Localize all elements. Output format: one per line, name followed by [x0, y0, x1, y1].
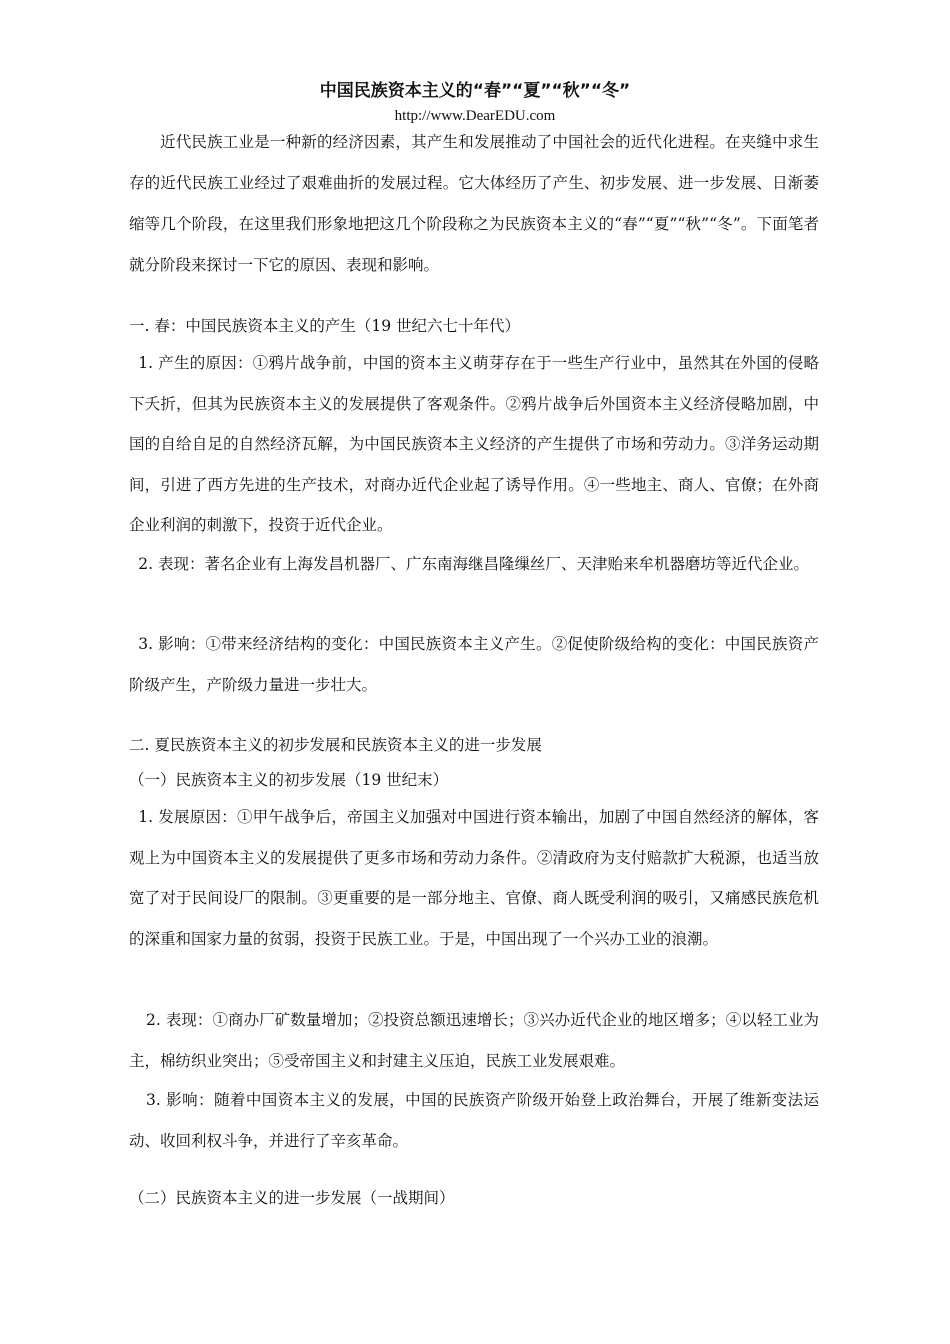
source-url: http://www.DearEDU.com: [394, 108, 556, 124]
section-2-impact: 3. 影响：随着中国资本主义的发展，中国的民族资产阶级开始登上政治舞台，开展了维新变法运动、收回利权斗争，并进行了辛亥革命。: [129, 1091, 819, 1150]
section-2-subheading-1: （一）民族资本主义的初步发展（19 世纪末）: [129, 771, 449, 789]
section-2-manifestation: 2. 表现：①商办厂矿数量增加；②投资总额迅速增长；③兴办近代企业的地区增多；④以轻工业为主，棉纺织业突出；⑤受帝国主义和封建主义压迫，民族工业发展艰难。: [129, 1011, 819, 1070]
section-2-causes: 1. 发展原因：①甲午战争后，帝国主义加强对中国进行资本输出，加剧了中国自然经济的解体，客观上为中国资本主义的发展提供了更多市场和劳动力条件。②清政府为支付赔款扩大税源，也适当放宽了对于民间设厂的限制。③更重要的是一部分地主、官僚、商人既受利润的吸引，又痛感民族危机的深重和国家力量的贫弱，投资于民族工业。于是，中国出现了一个兴办工业的浪潮。: [129, 808, 820, 948]
section-1-causes: 1. 产生的原因：①鸦片战争前，中国的资本主义萌芽存在于一些生产行业中，虽然其在外国的侵略下夭折，但其为民族资本主义的发展提供了客观条件。②鸦片战争后外国资本主义经济侵略加剧，中国的自给自足的自然经济瓦解，为中国民族资本主义经济的产生提供了市场和劳动力。③洋务运动期间，引进了西方先进的生产技术，对商办近代企业起了诱导作用。④一些地主、商人、官僚；在外商企业利润的刺激下，投资于近代企业。: [129, 354, 820, 534]
section-1-heading: 一. 春：中国民族资本主义的产生（19 世纪六七十年代）: [129, 317, 521, 335]
section-1-manifestation: 2. 表现：著名企业有上海发昌机器厂、广东南海继昌隆缫丝厂、天津贻来牟机器磨坊等近代企业。: [138, 555, 810, 573]
section-2-subheading-2: （二）民族资本主义的进一步发展（一战期间）: [129, 1189, 455, 1207]
document-title: 中国民族资本主义的“春”“夏”“秋”“冬”: [319, 81, 631, 101]
section-1-impact: 3. 影响：①带来经济结构的变化：中国民族资本主义产生。②促使阶级给构的变化：中国民族资产阶级产生，产阶级力量进一步壮大。: [129, 635, 820, 694]
intro-paragraph: 近代民族工业是一种新的经济因素，其产生和发展推动了中国社会的近代化进程。在夹缝中求生存的近代民族工业经过了艰难曲折的发展过程。它大体经历了产生、初步发展、进一步发展、日渐萎缩等几个阶段，在这里我们形象地把这几个阶段称之为民族资本主义的“春”“夏”“秋”“冬”。下面笔者就分阶段来探讨一下它的原因、表现和影响。: [129, 133, 819, 274]
section-2-heading: 二. 夏民族资本主义的初步发展和民族资本主义的进一步发展: [129, 736, 542, 754]
